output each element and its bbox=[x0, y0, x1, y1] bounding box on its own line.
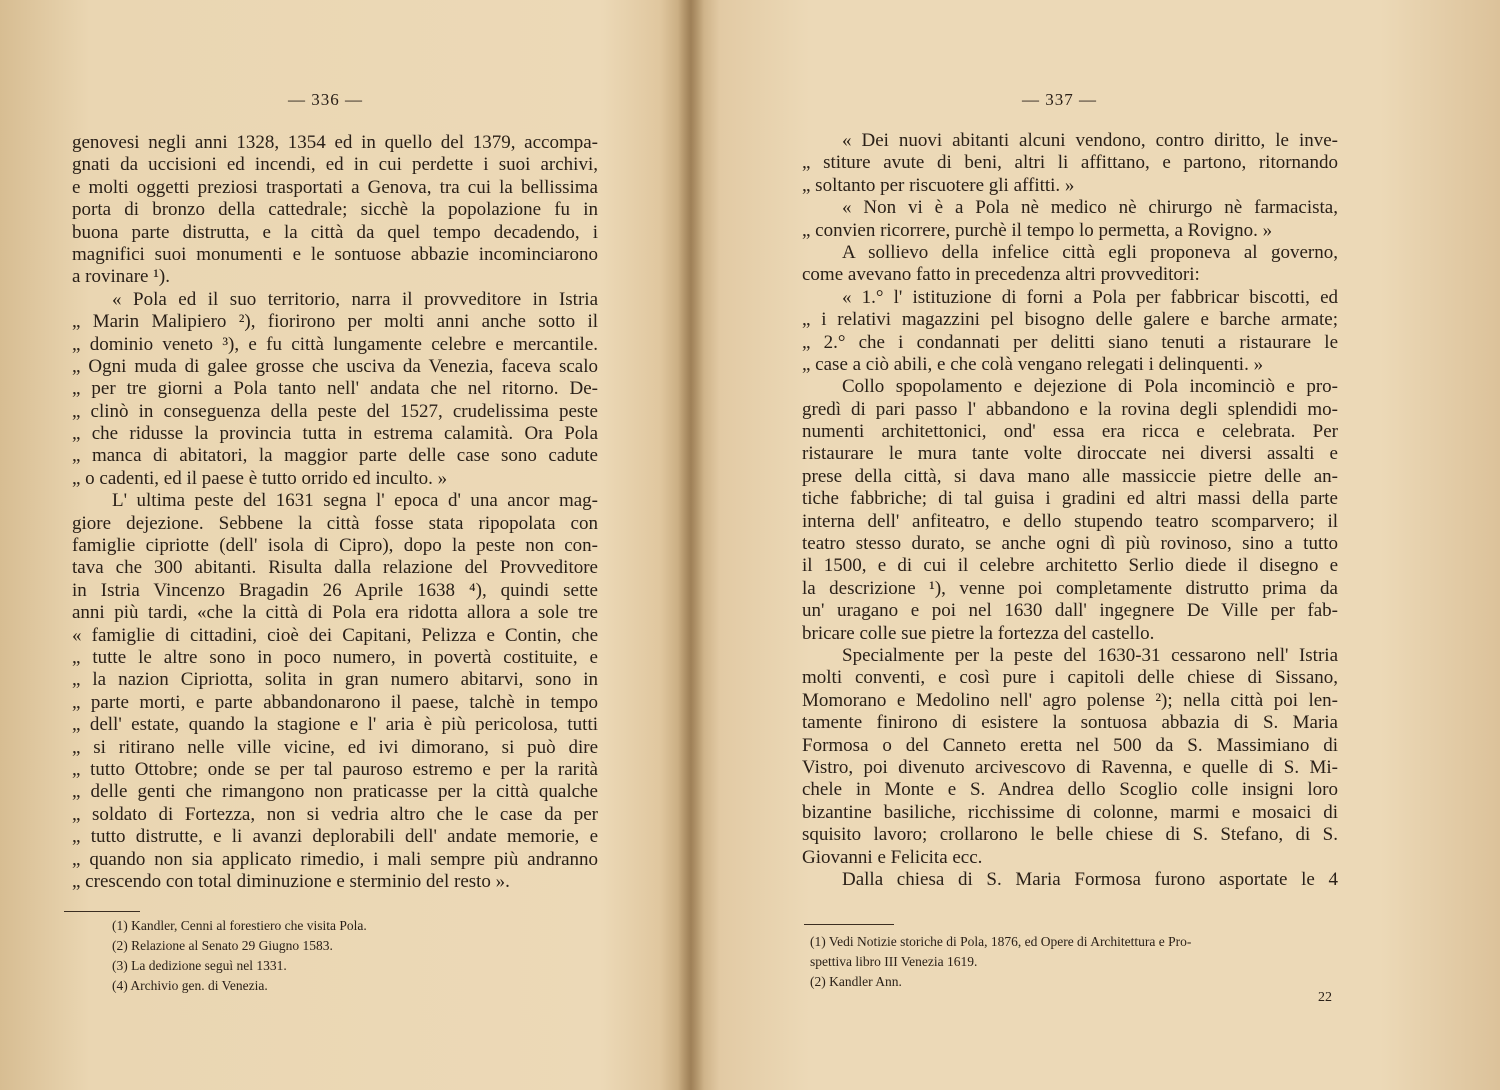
text-line: Momorano e Medolino nell' agro polense ²); nella città poi len- bbox=[802, 689, 1338, 711]
text-line: gredì di pari passo l' abbandono e la rovina degli splendidi mo- bbox=[802, 398, 1338, 420]
left-page bbox=[0, 0, 690, 1090]
text-line: bizantine basiliche, ricchissime di colonne, marmi e mosaici di bbox=[802, 801, 1338, 823]
text-line: squisito lavoro; crollarono le belle chiese di S. Stefano, di S. bbox=[802, 824, 1338, 846]
text-line: a rovinare ¹). bbox=[72, 266, 171, 288]
text-line: anni più tardi, «che la città di Pola era ridotta allora a sole tre bbox=[72, 602, 598, 624]
text-line: numenti architettonici, ond' essa era ricca e celebrata. Per bbox=[802, 421, 1338, 443]
text-line: « 1.° l' istituzione di forni a Pola per fabbricar biscotti, ed bbox=[842, 286, 1338, 308]
text-line: la descrizione ¹), venne poi completamente distrutto prima da bbox=[802, 577, 1338, 599]
text-line: Vistro, poi divenuto arcivescovo di Ravenna, e quelle di S. Mi- bbox=[802, 756, 1338, 778]
footnotes bbox=[810, 932, 1191, 992]
text-line: famiglie cipriotte (dell' isola di Cipro), dopo la peste non con- bbox=[72, 535, 598, 557]
text-line: e molti oggetti preziosi trasportati a Genova, tra cui la bellissima bbox=[72, 176, 598, 198]
text-line: Dalla chiesa di S. Maria Formosa furono asportate le 4 bbox=[842, 868, 1338, 890]
text-line: tava che 300 abitanti. Risulta dalla relazione del Provveditore bbox=[72, 557, 598, 579]
footnote: (1) Kandler, Cenni al forestiero che visita Pola. bbox=[112, 918, 367, 933]
footnote: (4) Archivio gen. di Venezia. bbox=[112, 978, 268, 993]
text-line: Giovanni e Felicita ecc. bbox=[802, 846, 983, 868]
text-line: tiche fabbriche; di tal guisa i gradini ed altri massi della parte bbox=[802, 488, 1338, 510]
text-line: „ quando non sia applicato rimedio, i mali sempre più andranno bbox=[72, 848, 598, 870]
page-number: — 337 — bbox=[1022, 90, 1097, 109]
text-line: A sollievo della infelice città egli proponeva al governo, bbox=[842, 241, 1338, 263]
footnote-rule bbox=[804, 924, 894, 925]
text-line: „ clinò in conseguenza della peste del 1527, crudelissima peste bbox=[72, 400, 598, 422]
footnotes bbox=[112, 916, 367, 996]
text-line: „ si ritirano nelle ville vicine, ed ivi dimorano, si può dire bbox=[72, 736, 598, 758]
text-line: genovesi negli anni 1328, 1354 ed in quello del 1379, accompa- bbox=[72, 132, 598, 153]
text-line: interna dell' anfiteatro, e dello stupendo teatro scomparvero; il bbox=[802, 510, 1338, 532]
text-line: „ tutto distrutte, e li avanzi deplorabili dell' andate memorie, e bbox=[72, 826, 598, 848]
text-line: « Non vi è a Pola nè medico nè chirurgo nè farmacista, bbox=[842, 197, 1338, 219]
text-line: „ Ogni muda di galee grosse che usciva da Venezia, faceva scalo bbox=[72, 355, 598, 377]
text-line: gnati da uccisioni ed incendi, ed in cui perdette i suoi archivi, bbox=[72, 154, 598, 176]
text-line: un' uragano e poi nel 1630 dall' ingegnere De Ville per fab- bbox=[802, 600, 1338, 622]
text-line: in Istria Vincenzo Bragadin 26 Aprile 1638 ⁴), quindi sette bbox=[72, 579, 598, 601]
text-line: „ crescendo con total diminuzione e sterminio del resto ». bbox=[72, 870, 510, 892]
text-line: „ per tre giorni a Pola tanto nell' andata che nel ritorno. De- bbox=[72, 378, 598, 400]
text-line: „ 2.° che i condannati per delitti siano tenuti a ristaurare le bbox=[802, 331, 1338, 353]
text-line: porta di bronzo della cattedrale; sicchè la popolazione fu in bbox=[72, 199, 598, 221]
body-text bbox=[72, 132, 598, 893]
text-line: Collo spopolamento e dejezione di Pola incominciò e pro- bbox=[842, 376, 1338, 398]
text-line: chele in Monte e S. Andrea dello Scoglio colle insigni loro bbox=[802, 779, 1338, 801]
text-line: „ delle genti che rimangono non praticasse per la città qualche bbox=[72, 781, 598, 803]
text-line: „ che ridusse la provincia tutta in estrema calamità. Ora Pola bbox=[72, 423, 598, 445]
text-line: teatro stesso durato, se anche ogni dì più rovinoso, sino a tutto bbox=[802, 533, 1338, 555]
text-line: „ tutte le altre sono in poco numero, in povertà costituite, e bbox=[72, 646, 598, 668]
footnote-rule bbox=[64, 911, 140, 912]
text-line: molti conventi, e così pure i capitoli delle chiese di Sissano, bbox=[802, 667, 1338, 689]
text-line: Formosa o del Canneto eretta nel 500 da S. Massimiano di bbox=[802, 734, 1338, 756]
text-line: „ dell' estate, quando la stagione e l' aria è più pericolosa, tutti bbox=[72, 714, 598, 736]
text-line: „ i relativi magazzini pel bisogno delle galere e barche armate; bbox=[802, 309, 1338, 331]
text-line: „ tutto Ottobre; onde se per tal pauroso estremo e per la rarità bbox=[72, 758, 598, 780]
body-text bbox=[802, 130, 1338, 891]
text-line: « Dei nuovi abitanti alcuni vendono, contro diritto, le inve- bbox=[842, 130, 1338, 151]
text-line: « Pola ed il suo territorio, narra il provveditore in Istria bbox=[112, 288, 598, 310]
footnote: spettiva libro III Venezia 1619. bbox=[810, 954, 978, 969]
page-number: — 336 — bbox=[288, 90, 363, 109]
footnote: (2) Relazione al Senato 29 Giugno 1583. bbox=[112, 938, 333, 953]
footnote: (1) Vedi Notizie storiche di Pola, 1876, ed Opere di Architettura e Pro- bbox=[810, 934, 1192, 949]
text-line: ristaurare le mura tante volte diroccate nei diversi assalti e bbox=[802, 443, 1338, 465]
text-line: buona parte distrutta, e la città da quel tempo decadendo, i bbox=[72, 221, 598, 243]
text-line: magnifici suoi monumenti e le sontuose abbazie incominciarono bbox=[72, 243, 598, 265]
text-line: „ dominio veneto ³), e fu città lungamente celebre e mercantile. bbox=[72, 333, 598, 355]
text-line: il 1500, e di cui il celebre architetto Serlio diede il disegno e bbox=[802, 555, 1338, 577]
footnote: (2) Kandler Ann. bbox=[810, 974, 902, 989]
text-line: bricare colle sue pietre la fortezza del castello. bbox=[802, 622, 1155, 644]
text-line: „ soltanto per riscuotere gli affitti. » bbox=[802, 174, 1075, 196]
text-line: tamente finirono di esistere la sontuosa abbazia di S. Maria bbox=[802, 712, 1338, 734]
text-line: « famiglie di cittadini, cioè dei Capitani, Pelizza e Contin, che bbox=[72, 624, 598, 646]
footnote: (3) La dedizione seguì nel 1331. bbox=[112, 958, 287, 973]
text-line: prese della città, si dava mano alle massiccie pietre delle an- bbox=[802, 465, 1338, 487]
text-line: „ Marin Malipiero ²), fiorirono per molti anni anche sotto il bbox=[72, 311, 598, 333]
text-line: giore dejezione. Sebbene la città fosse stata ripopolata con bbox=[72, 512, 598, 534]
text-line: „ convien ricorrere, purchè il tempo lo permetta, a Rovigno. » bbox=[802, 219, 1273, 241]
text-line: „ o cadenti, ed il paese è tutto orrido ed inculto. » bbox=[72, 467, 448, 489]
text-line: Specialmente per la peste del 1630-31 cessarono nell' Istria bbox=[842, 644, 1338, 666]
text-line: „ parte morti, e parte abbandonarono il paese, talchè in tempo bbox=[72, 691, 598, 713]
text-line: „ la nazion Cipriotta, solita in gran numero abitarvi, sono in bbox=[72, 669, 598, 691]
text-line: „ manca di abitatori, la maggior parte delle case sono cadute bbox=[72, 445, 598, 467]
text-line: „ stiture avute di beni, altri li affittano, e partono, ritornando bbox=[802, 152, 1338, 174]
text-line: „ soldato di Fortezza, non si vedria altro che le case da per bbox=[72, 803, 598, 825]
right-page bbox=[700, 0, 1500, 1090]
text-line: L' ultima peste del 1631 segna l' epoca d' una ancor mag- bbox=[112, 490, 598, 512]
text-line: come avevano fatto in precedenza altri provveditori: bbox=[802, 264, 1200, 286]
signature-mark: 22 bbox=[1318, 990, 1332, 1005]
text-line: „ case a ciò abili, e che colà vengano relegati i delinquenti. » bbox=[802, 353, 1264, 375]
